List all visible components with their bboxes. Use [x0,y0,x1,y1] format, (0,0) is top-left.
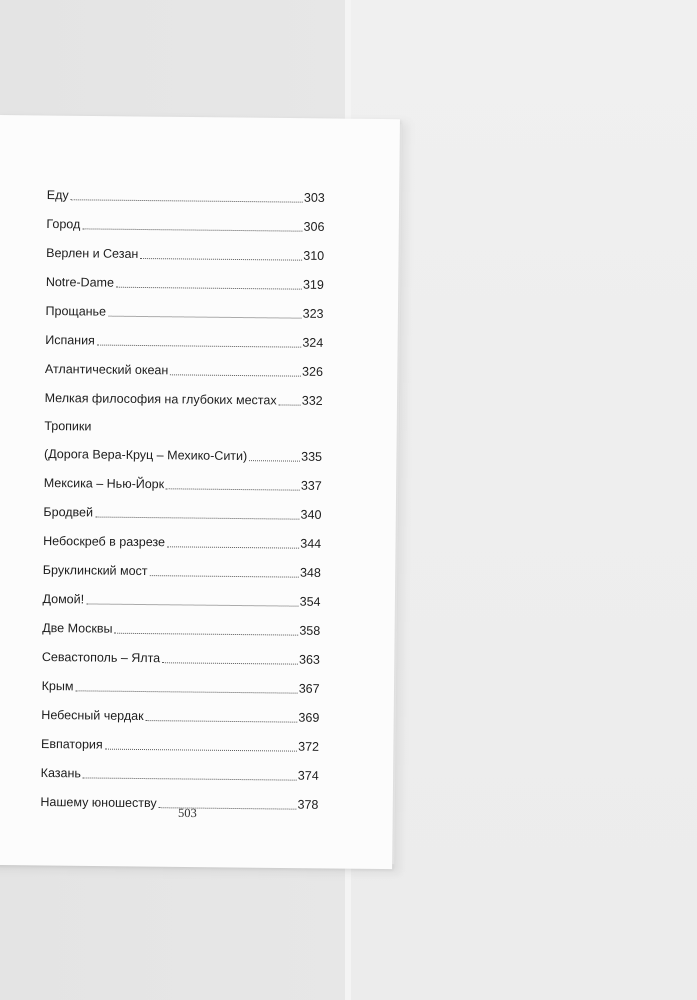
dot-leader [249,460,300,462]
toc-entry-title: Атлантический океан [44,361,169,378]
dot-leader [116,287,302,290]
dot-leader [140,258,302,261]
toc-entry-title: Две Москвы [42,620,113,636]
toc-entry-title: Бруклинский мост [42,562,148,579]
toc-entry-page: 335 [301,449,323,464]
toc-entry-page: 324 [302,335,324,350]
toc-entry-page: 367 [298,681,320,696]
dot-leader [82,228,302,231]
dot-leader [83,777,297,780]
toc-entry-page: 323 [302,306,324,321]
dot-leader [114,633,298,636]
toc-entry [42,607,320,639]
dot-leader [166,488,300,490]
toc-entry-title: Верлен и Сезан [46,245,139,261]
toc-entry-title: Севастополь – Ялта [41,649,161,666]
dot-leader [86,603,299,606]
toc-entry-page: 337 [300,478,322,493]
dot-leader [105,749,297,752]
toc-entry [41,723,319,755]
toc-entry-page: 303 [303,190,325,205]
toc-entry [42,665,320,697]
toc-entry-page: 332 [301,393,323,408]
toc-entry-page: 378 [297,797,319,812]
toc-entry-title: Notre-Dame [45,274,115,290]
toc-entry [45,319,323,351]
toc-entry-title: Город [46,216,81,232]
toc-entry [45,348,323,380]
toc-entry-page: 340 [300,507,322,522]
dot-leader [71,199,303,202]
toc-entry-title: Испания [45,332,95,348]
toc-entry-title-line: Тропики [44,418,92,434]
table-of-contents [40,174,325,813]
toc-entry [45,290,323,322]
toc-entry-title: Домой! [42,591,85,607]
toc-entry [44,406,323,465]
toc-entry [43,491,321,523]
toc-entry-title-line: (Дорога Вера-Круц – Мехико-Сити) [43,446,248,464]
dot-leader [108,316,302,319]
toc-entry-title: Мексика – Нью-Йорк [43,475,165,492]
toc-entry [43,520,321,552]
dot-leader [162,662,298,664]
toc-entry-title: Нашему юношеству [40,794,157,811]
toc-entry [44,462,322,494]
toc-entry-page: 310 [303,248,325,263]
toc-entry-title [44,419,248,464]
toc-entry [43,549,321,581]
toc-entry-page: 374 [297,768,319,783]
toc-entry-title: Прощанье [45,303,107,319]
toc-entry [46,261,324,293]
toc-entry [46,232,324,264]
toc-entry-page: 369 [298,710,320,725]
dot-leader [150,575,299,578]
dot-leader [279,404,301,405]
toc-entry-title: Мелкая философия на глубоких местах [44,390,277,408]
toc-entry [46,203,324,235]
dot-leader [75,690,297,693]
dot-leader [146,720,298,723]
toc-entry-title: Казань [40,765,82,781]
toc-entry-page: 326 [302,364,324,379]
dot-leader [167,546,299,548]
toc-entry [42,636,320,668]
toc-entry-title: Евпатория [40,736,103,752]
toc-entry-page: 354 [299,594,321,609]
toc-entry-page: 363 [298,652,321,667]
toc-entry-page: 372 [298,739,320,754]
toc-entry-title: Небоскреб в разрезе [43,533,166,550]
toc-entry-title: Небесный чердак [41,707,144,724]
toc-entry-page: 358 [299,623,321,638]
toc-entry [41,694,319,726]
toc-entry [41,752,319,784]
toc-entry-page: 344 [300,536,322,551]
toc-entry [42,578,320,610]
page-number: 503 [177,805,197,821]
toc-entry-page: 348 [299,565,321,580]
toc-entry-title: Еду [46,187,69,203]
dot-leader [170,374,301,376]
toc-entry [45,377,323,409]
dot-leader [95,517,300,520]
toc-entry-title: Бродвей [43,504,94,520]
toc-entry-page: 306 [303,219,325,234]
toc-entry-title: Крым [41,678,74,694]
toc-entry [47,174,325,206]
dot-leader [97,345,302,348]
toc-entry-page: 319 [302,277,324,292]
